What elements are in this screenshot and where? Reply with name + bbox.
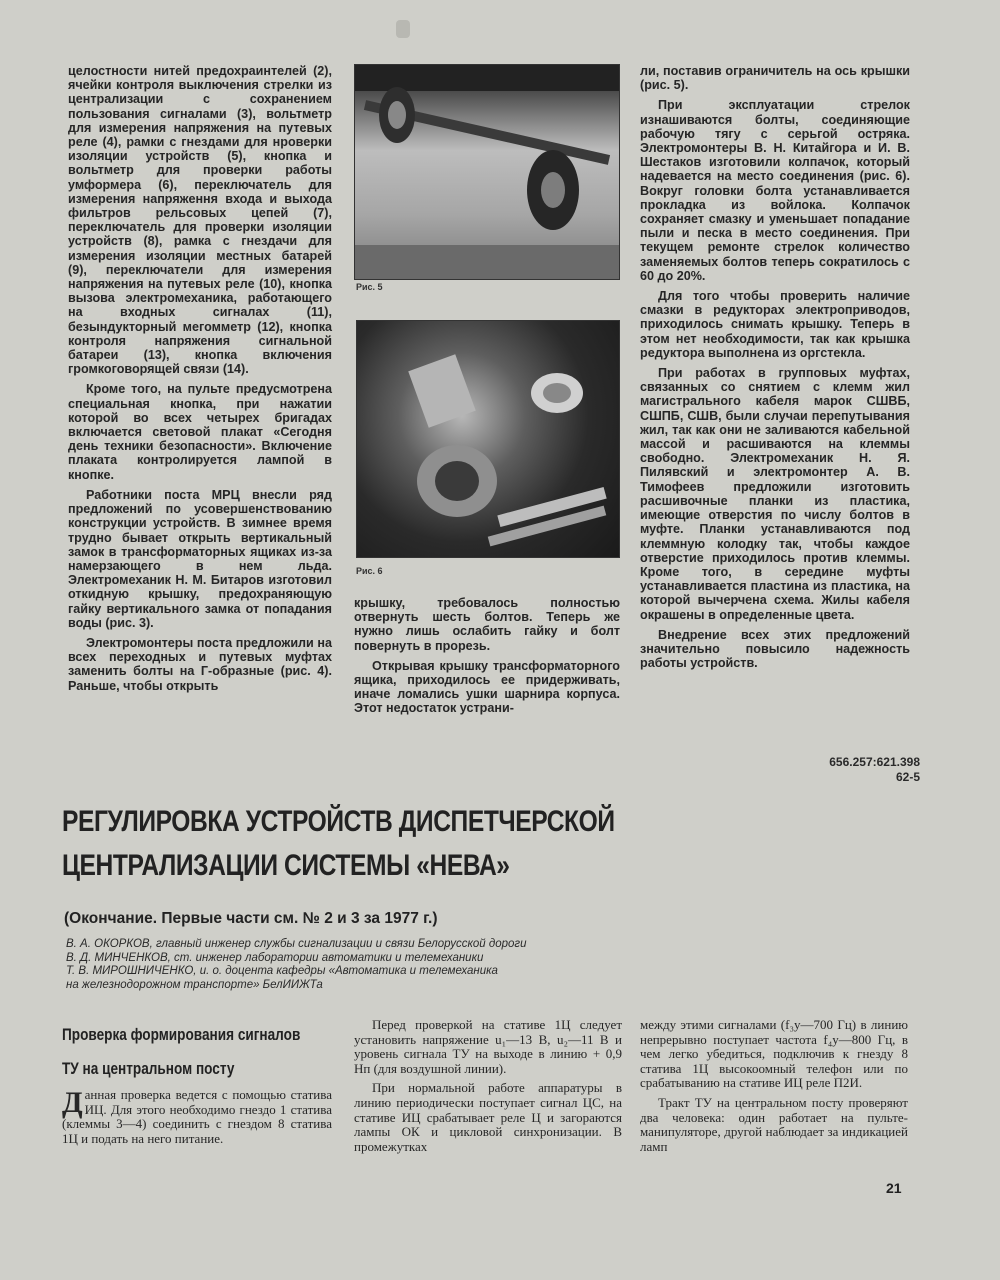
paragraph: ли, поставив ограничитель на ось крышки (рис. 5). — [640, 64, 910, 93]
paragraph: крышку, требовалось полностью отвернуть шесть болтов. Теперь же нужно лишь ослабить гайку и болт повернуть в прорезь. — [354, 596, 620, 653]
figure-6-photo — [356, 320, 620, 558]
top-column-3 — [640, 64, 910, 676]
section-heading-line-1: Проверка формирования сигналов — [62, 1025, 301, 1044]
drop-cap: Д — [62, 1086, 83, 1119]
author-line: В. А. ОКОРКОВ, главный инженер службы сигнализации и связи Белорусской дороги — [66, 938, 527, 950]
paragraph — [62, 1088, 332, 1146]
paragraph: целостности нитей предохраинтелей (2), ячейки контроля выключения стрелки из централизации с сохранением пользования сигналами (3), вольтметр для измерения напряжения на путевых реле (4), рамки с гнездами для нроверки изоляции устройств (5), кнопка и вольтметр для проверки работы умформера (6), переключатель для измерения напряження входа и выхода фильтров рельсовых цепей (7), переключатель для проверки изоляции устройств (8), рамка с гнездачи для измерения изоляции местных батарей (9), переключатели для измерения напряжения на путевых реле (10), кнопка вызова электромеханика, работающего на входных сигналах (11), безындукторный мегомметр (12), кнопка контроля напряжения сигнальной батареи (13), кнопка включения громкоговорящей связи (14). — [68, 64, 332, 377]
paragraph: При работах в групповых муфтах, связанных со снятием с клемм жил магистрального кабеля марок СШВБ, СШПБ, СШВ, были случаи перепутывания жил, так как они не заливаются кабельной массой и расшиваются на клеммы свободно. Электромеханик Н. Я. Пилявский и электромонтер А. В. Тимофеев предложили изготовить расшивочные планки из пластика, имеющие отверстия по числу болтов в муфте. Планки устанавливаются под клеммную колодку так, чтобы каждое отверстие приходилось против клеммы. Кроме того, в середине муфты устанавливается пластина из пластика, на которой вычерчена схема. Жилы кабеля окрашены в определенные цвета. — [640, 366, 910, 622]
paragraph: Внедрение всех этих предложений значительно повысило надежность работы устройств. — [640, 627, 910, 671]
paragraph: При нормальной работе аппаратуры в линию периодически поступает сигнал ЦС, на стативе ИЦ срабатывает реле Ц и загораются лампы ОК и цикловой синхронизации. В промежутках — [354, 1080, 622, 1154]
article-subtitle: (Окончание. Первые части см. № 2 и 3 за 1977 г.) — [64, 910, 438, 927]
author-line: Т. В. МИРОШНИЧЕНКО, и. о. доцента кафедры «Автоматика и телемеханика — [66, 965, 498, 978]
figure-6-illustration — [357, 321, 619, 557]
author-line: В. Д. МИНЧЕНКОВ, ст. инженер лаборатории автоматики и телемеханики — [66, 951, 484, 964]
paragraph: Открывая крышку трансформаторного ящика, приходилось ее придерживать, иначе ломались ушки шарнира корпуса. Этот недостаток устрани- — [354, 658, 620, 716]
article-title-line-1: РЕГУЛИРОВКА УСТРОЙСТВ ДИСПЕТЧЕРСКОЙ — [62, 805, 615, 838]
article-title — [62, 800, 636, 888]
section-heading-line-2: ТУ на центральном посту — [62, 1059, 235, 1078]
paragraph: между этими сигналами (f₃у—700 Гц) в линию непрерывно поступает частота f₄у—800 Гц, в чем легко убедиться, подключив к гнезду 8 статива 1Ц высокоомный телефон или по срабатыванию на стативе ИЦ реле П2И. — [640, 1017, 908, 1091]
paragraph: Перед проверкой на стативе 1Ц следует установить напряжение u₁—13 В, u₂—11 В и уровень сигнала ТУ на выходе в линию + 0,9 Нп (для воздушной линии). — [354, 1017, 622, 1076]
bottom-column-1 — [62, 1088, 332, 1151]
paragraph: Тракт ТУ на центральном посту проверяют два человека: один работает на пульте-манипуляторе, другой наблюдает за индикацией ламп — [640, 1094, 908, 1154]
paragraph: Работники поста МРЦ внесли ряд предложений по усовершенствованию конструкции устройств. В зимнее время трудно бывает открыть вертикальный замок в трансформаторных ящиках из-за намерзающего в нем льда. Электромеханик Н. М. Битаров изготовил откидную крышку, предохраняющую гайку вертикального замка от попадания воды (рис. 3). — [68, 487, 332, 630]
top-column-2 — [354, 596, 620, 722]
section-heading — [62, 1018, 326, 1086]
bottom-column-2 — [354, 1018, 622, 1159]
figure-5-illustration — [355, 65, 619, 279]
paragraph: Для того чтобы проверить наличие смазки в редукторах электроприводов, приходилось снимать крышку. Теперь в этом нет необходимости, так как крышка редуктора выполнена из оргстекла. — [640, 289, 910, 360]
paragraph: При эксплуатации стрелок изнашиваются болты, соединяющие рабочую тягу с серьгой остряка. Электромонтеры В. Н. Китайгора и И. В. Шестаков изготовили колпачок, который надевается на место соединения (рис. 6). Вокруг головки болта устанавливается прокладка из войлока. Колпачок сохраняет смазку и уменьшает попадание пыли и песка в место соединения. При текущем ремонте стрелок количество заменяемых болтов теперь сократилось с 60 до 20%. — [640, 98, 910, 283]
udc-line-2: 62-5 — [895, 770, 920, 784]
figure-5-photo — [354, 64, 620, 280]
article-title-line-2: ЦЕНТРАЛИЗАЦИИ СИСТЕМЫ «НЕВА» — [62, 849, 510, 882]
page-number: 21 — [886, 1180, 902, 1196]
bottom-column-3 — [640, 1018, 908, 1159]
udc-code — [829, 755, 920, 785]
author-list — [66, 938, 966, 992]
udc-line-1: 656.257:621.398 — [829, 755, 920, 769]
top-column-1 — [68, 64, 332, 699]
paragraph: Электромонтеры поста предложили на всех переходных и путевых муфтах заменить болты на Г-образные (рис. 4). Раньше, чтобы открыть — [68, 635, 332, 693]
figure-6-caption: Рис. 6 — [356, 566, 383, 576]
figure-5-caption: Рис. 5 — [356, 282, 383, 292]
paragraph-text: анная проверка ведется с помощью статива ИЦ. Для этого необходимо гнездо 1 статива (клеммы 3—4) соединить с гнездом 8 статива 1Ц и подать на него питание. — [62, 1087, 332, 1146]
author-line: на железнодорожном транспорте» БелИИЖТа — [66, 978, 323, 991]
page-blemish — [396, 20, 410, 38]
paragraph: Кроме того, на пульте предусмотрена специальная кнопка, при нажатии которой во всех четырех бригадах включается световой плакат «Сегодня день техники безопасности». Включение плаката контролируется лампой в кнопке. — [68, 382, 332, 482]
